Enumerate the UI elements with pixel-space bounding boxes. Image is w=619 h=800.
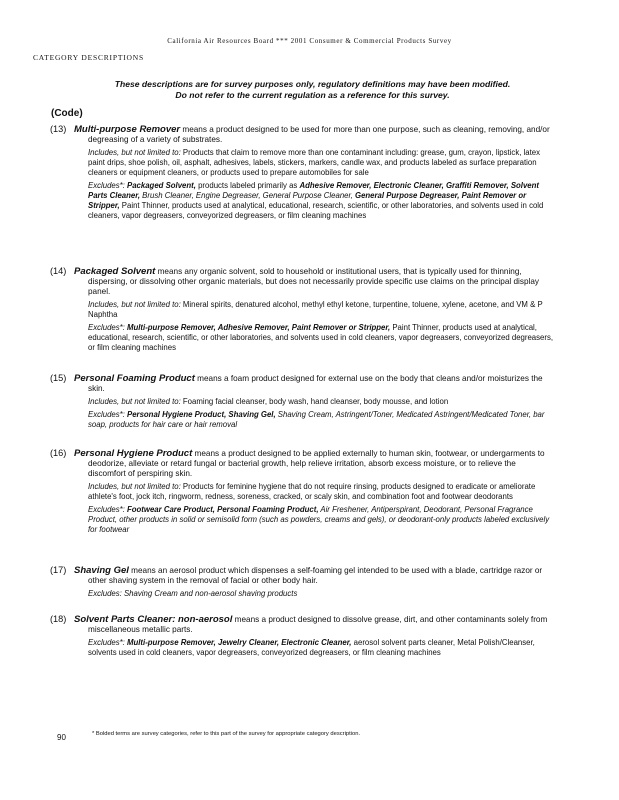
excludes-text: Shaving Cream, Astringent/Toner, Medicated Astringent/Medicated Toner, bar soap, products for hair care or hair removal: [88, 410, 545, 429]
entry-excludes: [88, 181, 555, 221]
disclaimer-line-1: These descriptions are for survey purposes only, regulatory definitions may have been modified.: [114, 79, 511, 89]
includes-text: Products that claim to remove more than one contaminant including: grease, gum, crayon, lipstick, latex paint drips, shoe polish, oil, asphalt, adhesives, labels, stickers, markers, candle wax, and products labeled as surface preparation cleaners or equipment cleaners, or products used to prepare automobiles for sale: [88, 148, 541, 177]
excludes-label: Excludes*:: [88, 181, 125, 190]
excludes-label: Excludes*:: [88, 323, 125, 332]
excludes-label: Excludes*:: [88, 505, 125, 514]
category-entry-13: [50, 124, 555, 221]
excludes-text: Shaving Cream and non-aerosol shaving products: [121, 589, 298, 598]
code-label: (Code): [51, 108, 83, 119]
entry-term: Solvent Parts Cleaner: non-aerosol: [74, 614, 233, 625]
entry-term: Personal Foaming Product: [74, 373, 195, 384]
page-number: 90: [57, 733, 66, 742]
category-entry-17: [50, 565, 555, 599]
entry-definition: [50, 614, 555, 635]
entry-definition: [50, 448, 555, 479]
entry-definition-text: means a product designed to be applied externally to human skin, footwear, or undergarments to deodorize, alleviate or retard fungal or bacterial growth, help relieve irritation, absorb excess moisture, or to relieve the discomfort of perspiring skin.: [88, 449, 545, 478]
excludes-bold-terms: Packaged Solvent,: [124, 181, 196, 190]
entry-number: (14): [50, 266, 67, 276]
entry-definition-text: means any organic solvent, sold to household or institutional users, that is typically used for thinning, dispersing, or dissolving other organic materials, but does not necessarily provide specific use claims on the principal display panel.: [88, 267, 539, 296]
entry-definition: [50, 373, 555, 394]
excludes-bold-terms: Multi-purpose Remover, Jewelry Cleaner, Electronic Cleaner,: [124, 638, 352, 647]
running-header: California Air Resources Board *** 2001 Consumer & Commercial Products Survey: [167, 37, 452, 45]
entry-includes: [88, 482, 555, 502]
excludes-text: Paint Thinner, products used at analytical, educational, research, scientific, or other laboratories, and solvents used in cold cleaners, vapor degreasers, conveyorized degreasers, or film cleaning machines: [88, 201, 544, 220]
entry-excludes: [88, 638, 555, 658]
excludes-bold-terms: Adhesive Remover, Electronic Cleaner, Graffiti Remover, Solvent Parts Cleaner,: [88, 181, 539, 200]
includes-label: Includes, but not limited to:: [88, 300, 181, 309]
section-title: CATEGORY DESCRIPTIONS: [33, 53, 144, 62]
entry-term: Multi-purpose Remover: [74, 124, 181, 135]
entry-number: (16): [50, 448, 67, 458]
entry-definition-text: means a product designed to be used for more than one purpose, such as cleaning, removing, and/or degreasing of a variety of substrates.: [88, 125, 550, 144]
excludes-text: aerosol solvent parts cleaner, Metal Polish/Cleanser, solvents used in cold cleaners, vapor degreasers, conveyorized degreasers, or film cleaning machines: [88, 638, 535, 657]
entry-definition-text: means a foam product designed for external use on the body that cleans and/or moisturizes the skin.: [88, 374, 543, 393]
entry-term: Packaged Solvent: [74, 266, 156, 277]
includes-label: Includes, but not limited to:: [88, 148, 181, 157]
excludes-bold-terms: Personal Hygiene Product, Shaving Gel,: [124, 410, 276, 419]
category-entry-16: [50, 448, 555, 535]
entry-excludes: [88, 589, 555, 599]
excludes-label: Excludes:: [88, 589, 122, 598]
excludes-bold-terms: Multi-purpose Remover, Adhesive Remover, Paint Remover or Stripper,: [124, 323, 391, 332]
disclaimer: [60, 79, 565, 101]
includes-text: Mineral spirits, denatured alcohol, methyl ethyl ketone, turpentine, toluene, xylene, acetone, and VM & P Naphtha: [88, 300, 543, 319]
category-entry-14: [50, 266, 555, 353]
includes-text: Products for feminine hygiene that do not require rinsing, products designed to eradicate or ameliorate athlete's foot, jock itch, ringworm, redness, soreness, cracked, or scaly skin, and combination foot and footwear deodorants: [88, 482, 536, 501]
entry-term: Shaving Gel: [74, 565, 129, 576]
entry-includes: [88, 148, 555, 178]
includes-text: Foaming facial cleanser, body wash, hand cleanser, body mousse, and lotion: [180, 397, 449, 406]
excludes-bold-terms: Footwear Care Product, Personal Foaming Product,: [124, 505, 319, 514]
entry-definition: [50, 266, 555, 297]
includes-label: Includes, but not limited to:: [88, 397, 181, 406]
category-entry-18: [50, 614, 555, 658]
entry-number: (15): [50, 373, 67, 383]
entry-definition: [50, 565, 555, 586]
entry-number: (18): [50, 614, 67, 624]
entry-includes: [88, 300, 555, 320]
entry-definition-text: means an aerosol product which dispenses a self-foaming gel intended to be used with a blade, cartridge razor or other shaving system in the removal of facial or other body hair.: [88, 566, 543, 585]
entry-excludes: [88, 505, 555, 535]
entry-number: (17): [50, 565, 67, 575]
entry-number: (13): [50, 124, 67, 134]
entry-excludes: [88, 323, 555, 353]
entry-term: Personal Hygiene Product: [74, 448, 193, 459]
footnote: * Bolded terms are survey categories, refer to this part of the survey for appropriate category description.: [92, 731, 361, 737]
entry-excludes: [88, 410, 555, 430]
excludes-text: Paint Thinner, products used at analytical, educational, research, scientific, or other laboratories, and solvents used in cold cleaners, vapor degreasers, conveyorized degreasers, or film cleaning machines: [88, 323, 554, 352]
excludes-label: Excludes*:: [88, 638, 125, 647]
entry-definition: [50, 124, 555, 145]
excludes-bold-terms: General Purpose Degreaser, Paint Remover or Stripper,: [88, 191, 527, 210]
excludes-label: Excludes*:: [88, 410, 125, 419]
excludes-text: Brush Cleaner, Engine Degreaser, General Purpose Cleaner,: [140, 191, 355, 200]
entry-definition-text: means a product designed to dissolve grease, dirt, and other contaminants solely from miscellaneous metallic parts.: [88, 615, 548, 634]
disclaimer-line-2: Do not refer to the current regulation as a reference for this survey.: [175, 90, 450, 100]
entry-includes: [88, 397, 555, 407]
excludes-text: Air Freshener, Antiperspirant, Deodorant, Personal Fragrance Product, other products in solid or semisolid form (such as powders, creams and gels), or deodorant-only products labeled exclusively for footwear: [88, 505, 550, 534]
excludes-text: products labeled primarily as: [195, 181, 300, 190]
includes-label: Includes, but not limited to:: [88, 482, 181, 491]
category-entry-15: [50, 373, 555, 430]
